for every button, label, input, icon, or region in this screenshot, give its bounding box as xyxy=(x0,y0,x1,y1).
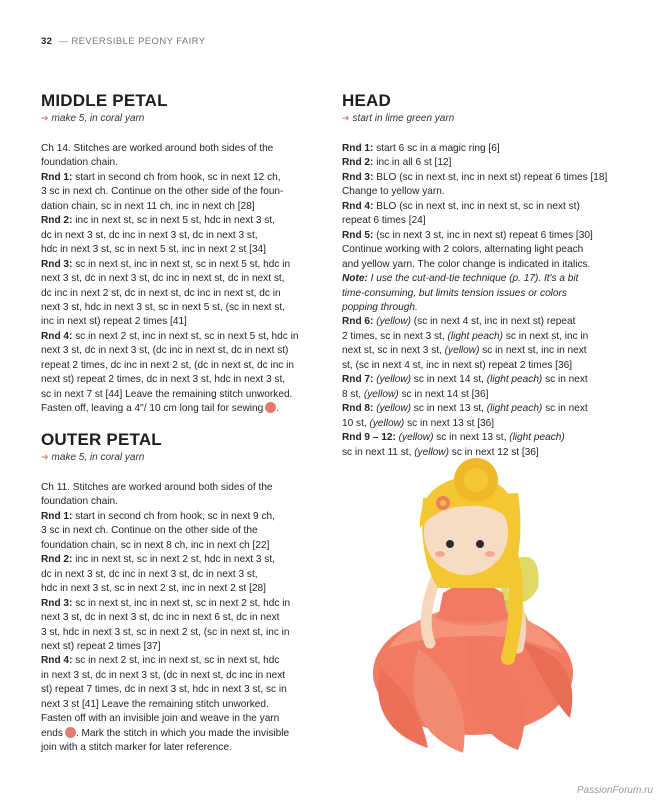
instruction-text: inc in all 6 st [12] xyxy=(373,157,452,169)
middle-petal-instructions xyxy=(41,142,317,417)
instruction-text: sc in next 13 st [36] xyxy=(404,417,495,429)
head-subtitle xyxy=(342,112,618,125)
instruction-text: (yellow) xyxy=(398,432,434,444)
instruction-line xyxy=(41,524,317,538)
instruction-text: start in second ch from hook, sc in next 9 ch, xyxy=(72,510,275,522)
round-label: Rnd 4: xyxy=(41,330,73,342)
instruction-line xyxy=(342,156,618,170)
instruction-text: (light peach) xyxy=(486,374,543,386)
instruction-text: Continue working with 2 colors, alternating light peach xyxy=(342,244,584,256)
instruction-text: (yellow) xyxy=(376,374,411,386)
instruction-text: 10 st, xyxy=(342,417,370,429)
instruction-line xyxy=(342,272,618,286)
instruction-line xyxy=(41,510,317,524)
instruction-text: time-consuming, but limits tension issues or colors xyxy=(342,287,567,299)
round-label: Rnd 1: xyxy=(342,143,374,154)
instruction-line xyxy=(342,258,618,272)
instruction-line xyxy=(342,287,618,301)
instruction-line xyxy=(41,243,317,257)
instruction-text: I use the cut-and-tie technique (p. 17). It's a bit xyxy=(367,273,579,285)
instruction-text: next 3 st, dc in next 3 st, (dc inc in next st, dc in next st) xyxy=(41,345,289,357)
step-marker-icon xyxy=(265,402,276,413)
instruction-line xyxy=(342,388,618,402)
instruction-text: sc in next 14 st [36] xyxy=(398,388,489,400)
middle-petal-title: MIDDLE PETAL xyxy=(41,91,168,110)
head-subtitle-text: start in lime green yarn xyxy=(352,113,455,124)
instruction-line xyxy=(342,330,618,344)
instruction-line xyxy=(41,142,317,156)
instruction-text: (light peach) xyxy=(509,432,565,444)
instruction-line xyxy=(41,683,317,697)
instruction-line xyxy=(41,626,317,640)
instruction-text: (yellow) xyxy=(444,345,480,357)
instruction-text: Ch 11. Stitches are worked around both sides of the xyxy=(41,482,273,493)
round-label: Rnd 1: xyxy=(41,510,73,522)
instruction-text: inc in next st, sc in next 5 st, hdc in next 3 st, xyxy=(72,215,275,227)
head-title: HEAD xyxy=(342,91,391,110)
instruction-line xyxy=(41,727,317,741)
instruction-line xyxy=(41,698,317,712)
round-label: Rnd 2: xyxy=(41,554,73,566)
instruction-line xyxy=(342,373,618,387)
instruction-line xyxy=(342,315,618,329)
instruction-line xyxy=(41,287,317,301)
instruction-line xyxy=(342,243,618,257)
instruction-text: dation chain, sc in next 11 ch, inc in next ch [28] xyxy=(41,200,255,212)
instruction-text: BLO (sc in next st, inc in next st, sc in next st) xyxy=(373,200,580,212)
instruction-text: (yellow) xyxy=(369,417,405,429)
instruction-text: Fasten off, leaving a 4"/ 10 cm long tail for sewing xyxy=(41,403,264,415)
instruction-line xyxy=(41,539,317,553)
instruction-text: sc in next 13 st, xyxy=(433,432,510,444)
instruction-text: sc in next 13 st, xyxy=(411,403,487,415)
instruction-line xyxy=(41,315,317,329)
instruction-text: sc in next st, inc in next st, sc in next 5 st, hdc in xyxy=(72,258,291,270)
instruction-text: and yellow yarn. The color change is indicated in italics. xyxy=(342,258,591,270)
instruction-text: (yellow) xyxy=(376,316,411,328)
instruction-text: next 3 st, dc in next 3 st, dc inc in next st, dc in next st, xyxy=(41,273,285,285)
instruction-text: sc in next 7 st [44] Leave the remaining stitch unworked. xyxy=(41,388,293,400)
instruction-line xyxy=(342,229,618,243)
instruction-text: (light peach) xyxy=(486,403,543,415)
instruction-text: next 3 st [41] Leave the remaining stitch unworked. xyxy=(41,698,269,710)
instruction-line xyxy=(342,417,618,431)
round-label: Rnd 1: xyxy=(41,171,73,183)
instruction-text: foundation chain. xyxy=(41,496,118,508)
running-head xyxy=(41,36,205,47)
outer-petal-subtitle xyxy=(41,451,317,464)
instruction-line xyxy=(41,611,317,625)
outer-petal-section xyxy=(41,430,317,756)
instruction-line xyxy=(41,214,317,228)
instruction-line xyxy=(41,344,317,358)
instruction-text: (yellow) xyxy=(376,403,411,415)
instruction-line xyxy=(342,142,618,156)
instruction-line xyxy=(342,431,618,445)
instruction-text: dc inc in next 2 st, dc in next st, dc inc in next st, dc in xyxy=(41,287,281,299)
instruction-line xyxy=(41,741,317,755)
instruction-line xyxy=(41,495,317,509)
round-label: Rnd 7: xyxy=(342,374,374,386)
instruction-text: sc in next 12 st [36] xyxy=(448,446,539,458)
instruction-text: (sc in next 3 st, inc in next st) repeat 6 times [30] xyxy=(373,229,593,241)
instruction-line xyxy=(342,359,618,373)
instruction-text: (light peach) xyxy=(447,330,504,342)
instruction-text: 8 st, xyxy=(342,388,364,400)
round-label: Rnd 6: xyxy=(342,316,374,328)
instruction-line xyxy=(41,359,317,373)
middle-petal-section xyxy=(41,91,317,417)
instruction-line xyxy=(41,258,317,272)
instruction-text: start 6 sc in a magic ring [6] xyxy=(373,143,500,154)
instruction-line xyxy=(342,214,618,228)
round-label: Rnd 3: xyxy=(41,258,73,270)
instruction-line xyxy=(41,582,317,596)
instruction-text: sc in next 11 st, xyxy=(342,446,415,458)
instruction-line xyxy=(342,171,618,185)
instruction-text: Note: xyxy=(342,273,368,285)
instruction-text: sc in next 14 st, xyxy=(411,374,487,386)
instruction-line xyxy=(41,712,317,726)
instruction-text: next 3 st, hdc in next 3 st, sc in next 5 st, (sc in next st, xyxy=(41,301,286,313)
round-label: Rnd 3: xyxy=(342,171,374,183)
instruction-text: sc in next xyxy=(542,374,588,386)
instruction-text: st, (sc in next 4 st, inc in next st) repeat 2 times [36] xyxy=(342,359,573,371)
instruction-text: foundation chain, sc in next 8 ch, inc in next ch [22] xyxy=(41,539,270,551)
instruction-line xyxy=(41,388,317,402)
instruction-text: next st, sc in next 3 st, xyxy=(342,345,445,357)
instruction-text: hdc in next 3 st, sc in next 2 st, inc in next 2 st [28] xyxy=(41,583,266,595)
instruction-text: (yellow) xyxy=(363,388,399,400)
instruction-line xyxy=(342,185,618,199)
head-instructions xyxy=(342,142,618,460)
instruction-line xyxy=(342,301,618,315)
round-label: Rnd 2: xyxy=(342,157,374,169)
instruction-text: sc in next xyxy=(542,403,588,415)
instruction-text: repeat 6 times [24] xyxy=(342,215,426,227)
round-label: Rnd 5: xyxy=(342,229,374,241)
instruction-line xyxy=(41,481,317,495)
instruction-line xyxy=(41,597,317,611)
instruction-text: sc in next st, inc in next xyxy=(479,345,587,357)
instruction-line xyxy=(41,200,317,214)
instruction-line xyxy=(41,373,317,387)
arrow-right-icon: ➔ xyxy=(41,452,49,462)
instruction-text: Change to yellow yarn. xyxy=(342,186,445,198)
instruction-text: in next 3 st, dc in next 3 st, (dc in next st, dc inc in next xyxy=(41,669,286,681)
instruction-text: join with a stitch marker for later reference. xyxy=(41,742,232,754)
middle-petal-subtitle xyxy=(41,112,317,125)
instruction-line xyxy=(41,568,317,582)
round-label: Rnd 3: xyxy=(41,597,73,609)
head-section xyxy=(342,91,618,460)
instruction-text: BLO (sc in next st, inc in next st) repeat 6 times [18] xyxy=(373,171,608,183)
round-label: Rnd 8: xyxy=(342,403,374,415)
outer-petal-instructions xyxy=(41,481,317,756)
outer-petal-subtitle-text: make 5, in coral yarn xyxy=(51,452,145,463)
round-label: Rnd 4: xyxy=(342,200,374,212)
outer-petal-title: OUTER PETAL xyxy=(41,430,162,449)
instruction-text: st) repeat 7 times, dc in next 3 st, hdc in next 3 st, sc in xyxy=(41,684,287,696)
instruction-text: sc in next 2 st, inc in next st, sc in next 5 st, hdc in xyxy=(72,330,299,342)
running-title: — REVERSIBLE PEONY FAIRY xyxy=(58,36,206,47)
instruction-text: popping through. xyxy=(342,301,418,313)
instruction-text: (yellow) xyxy=(414,446,449,458)
watermark: PassionForum.ru xyxy=(576,785,653,796)
instruction-line xyxy=(41,330,317,344)
instruction-line xyxy=(342,402,618,416)
arrow-right-icon: ➔ xyxy=(342,113,350,123)
instruction-text: dc in next 3 st, dc inc in next 3 st, dc in next 3 st, xyxy=(41,229,258,241)
instruction-line xyxy=(342,344,618,358)
instruction-text: ends xyxy=(41,727,63,739)
instruction-line xyxy=(41,669,317,683)
fairy-doll-photo xyxy=(358,458,588,758)
arrow-right-icon: ➔ xyxy=(41,113,49,123)
page-number: 32 xyxy=(41,36,53,47)
round-label: Rnd 2: xyxy=(41,215,73,227)
instruction-line xyxy=(41,229,317,243)
instruction-text: next st) repeat 2 times, dc in next 3 st, hdc in next 3 st, xyxy=(41,374,286,386)
instruction-line xyxy=(342,200,618,214)
instruction-line xyxy=(41,272,317,286)
instruction-text: 3 sc in next ch. Continue on the other side of the foun- xyxy=(41,186,284,198)
instruction-text: inc in next st, sc in next 2 st, hdc in next 3 st, xyxy=(72,554,275,566)
instruction-text: (sc in next 4 st, inc in next st) repeat xyxy=(411,316,576,328)
instruction-text: foundation chain. xyxy=(41,157,118,169)
instruction-line xyxy=(41,301,317,315)
instruction-text: 2 times, sc in next 3 st, xyxy=(342,330,448,342)
instruction-line: Fasten off, leaving a 4"/ 10 cm long tail for sewing . xyxy=(41,403,280,415)
instruction-line xyxy=(41,171,317,185)
instruction-text: start in second ch from hook, sc in next 12 ch, xyxy=(72,171,281,183)
round-label: Rnd 4: xyxy=(41,655,73,667)
instruction-text: Fasten off with an invisible join and weave in the yarn xyxy=(41,713,280,725)
instruction-text: 3 sc in next ch. Continue on the other side of the xyxy=(41,525,258,537)
instruction-line xyxy=(41,185,317,199)
instruction-text: sc in next 2 st, inc in next st, sc in next st, hdc xyxy=(72,655,280,667)
instruction-text: repeat 2 times, dc inc in next 2 st, (dc in next st, dc inc in xyxy=(41,359,295,371)
instruction-text: dc in next 3 st, dc inc in next 3 st, dc in next 3 st, xyxy=(41,568,258,580)
instruction-text: inc in next st) repeat 2 times [41] xyxy=(41,316,187,328)
instruction-text: sc in next st, inc in xyxy=(503,330,589,342)
instruction-line xyxy=(41,156,317,170)
instruction-text-continued: . Mark the stitch in which you made the invisible xyxy=(75,727,290,739)
instruction-text: hdc in next 3 st, sc in next 5 st, inc in next 2 st [34] xyxy=(41,244,266,256)
round-label: Rnd 9 – 12: xyxy=(342,432,396,444)
middle-petal-subtitle-text: make 5, in coral yarn xyxy=(51,113,145,124)
instruction-text: sc in next st, inc in next st, sc in next 2 st, hdc in xyxy=(72,597,291,609)
step-marker-icon xyxy=(65,727,76,738)
instruction-line xyxy=(41,654,317,668)
instruction-text: Ch 14. Stitches are worked around both sides of the xyxy=(41,143,274,154)
instruction-line xyxy=(41,553,317,567)
instruction-text: 3 st, hdc in next 3 st, sc in next 2 st, (sc in next st, inc in xyxy=(41,626,290,638)
instruction-text: next st) repeat 2 times [37] xyxy=(41,640,161,652)
instruction-text: next 3 st, dc in next 3 st, dc inc in next 6 st, dc in next xyxy=(41,612,280,624)
instruction-line xyxy=(41,640,317,654)
